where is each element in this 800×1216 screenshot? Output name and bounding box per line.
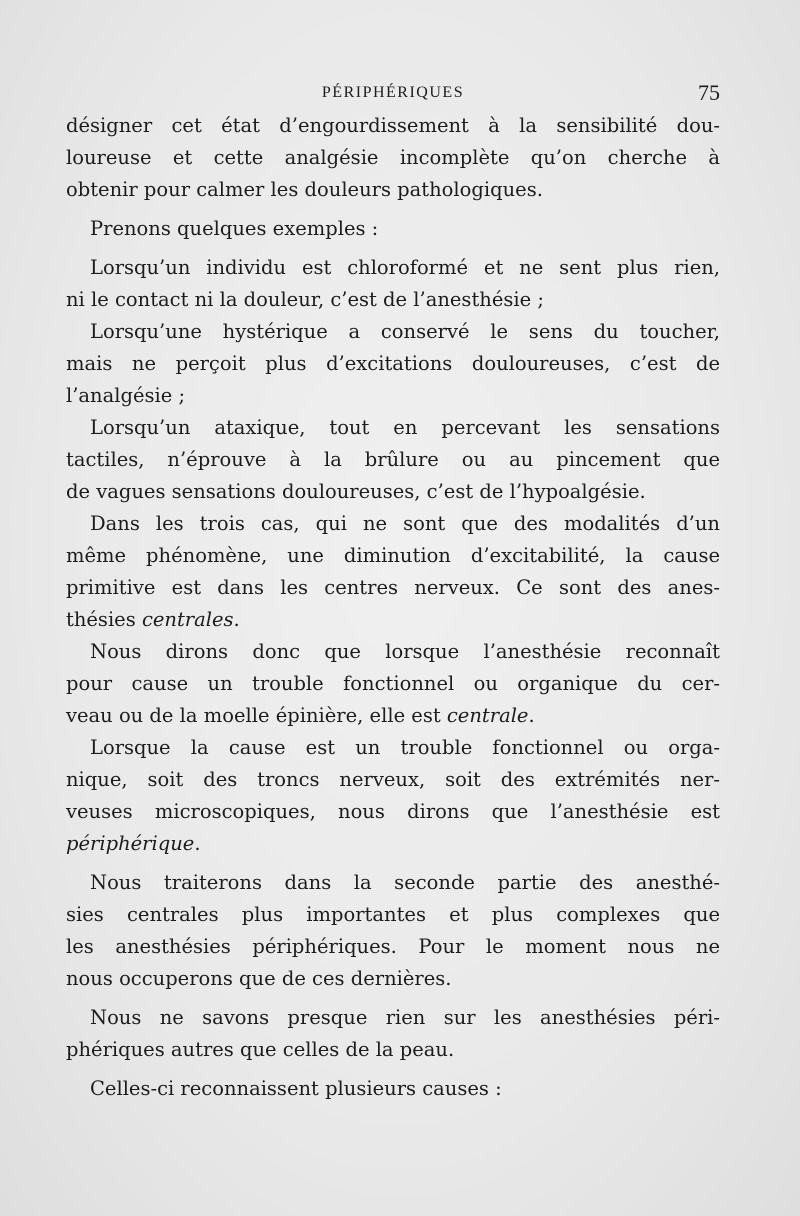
text-span: veau ou de la moelle épinière, elle est xyxy=(66,704,447,727)
text-line: loureuse et cette analgésie incomplète qu’on cherche à xyxy=(66,146,720,169)
text-line xyxy=(66,828,720,860)
text-line: Lorsqu’un ataxique, tout en percevant les sensations xyxy=(90,416,720,439)
text-line: Dans les trois cas, qui ne sont que des modalités d’un xyxy=(90,512,720,535)
text-line: Nous ne savons presque rien sur les anesthésies péri- xyxy=(90,1006,720,1029)
text-line: tactiles, n’éprouve à la brûlure ou au pincement que xyxy=(66,448,720,471)
text-line: phériques autres que celles de la peau. xyxy=(66,1038,455,1061)
text-line: Nous dirons donc que lorsque l’anesthésie reconnaît xyxy=(90,640,720,663)
text-line: pour cause un trouble fonctionnel ou organique du cer- xyxy=(66,672,720,695)
text-line: veuses microscopiques, nous dirons que l’anesthésie est xyxy=(66,800,720,823)
text-line: Prenons quelques exemples : xyxy=(90,217,379,240)
text-line: Lorsqu’un individu est chloroformé et ne sent plus rien, xyxy=(90,256,720,279)
text-line: nique, soit des troncs nerveux, soit des extrémités ner- xyxy=(66,768,720,791)
running-title: PÉRIPHÉRIQUES xyxy=(321,84,465,101)
italic-term: centrale xyxy=(446,704,529,727)
text-line xyxy=(66,604,720,636)
text-line: Nous traiterons dans la seconde partie des anesthé- xyxy=(90,871,720,894)
text-line xyxy=(66,700,720,732)
italic-term: centrales xyxy=(141,608,234,631)
text-line: sies centrales plus importantes et plus complexes que xyxy=(66,903,720,926)
text-line: primitive est dans les centres nerveux. Ce sont des anes- xyxy=(66,576,720,599)
text-span: . xyxy=(233,608,240,631)
text-line: ni le contact ni la douleur, c’est de l’anesthésie ; xyxy=(66,288,544,311)
page-number: 75 xyxy=(698,80,720,105)
text-line: même phénomène, une diminution d’excitabilité, la cause xyxy=(66,544,720,567)
text-span: . xyxy=(194,832,201,855)
text-line: les anesthésies périphériques. Pour le moment nous ne xyxy=(66,935,720,958)
text-line: nous occuperons que de ces dernières. xyxy=(66,967,452,990)
running-head xyxy=(66,80,720,104)
text-line: mais ne perçoit plus d’excitations douloureuses, c’est de xyxy=(66,352,720,375)
italic-term: périphérique xyxy=(66,832,195,855)
text-line: l’analgésie ; xyxy=(66,384,186,407)
text-line: de vagues sensations douloureuses, c’est de l’hypoalgésie. xyxy=(66,480,646,503)
text-line: obtenir pour calmer les douleurs pathologiques. xyxy=(66,178,543,201)
text-line: désigner cet état d’engourdissement à la sensibilité dou- xyxy=(66,114,720,137)
text-line: Lorsqu’une hystérique a conservé le sens du toucher, xyxy=(90,320,720,343)
text-line: Celles-ci reconnaissent plusieurs causes : xyxy=(90,1077,502,1100)
text-line: Lorsque la cause est un trouble fonctionnel ou orga- xyxy=(90,736,720,759)
body-text xyxy=(66,110,720,1105)
text-span: thésies xyxy=(66,608,142,631)
text-span: . xyxy=(528,704,535,727)
